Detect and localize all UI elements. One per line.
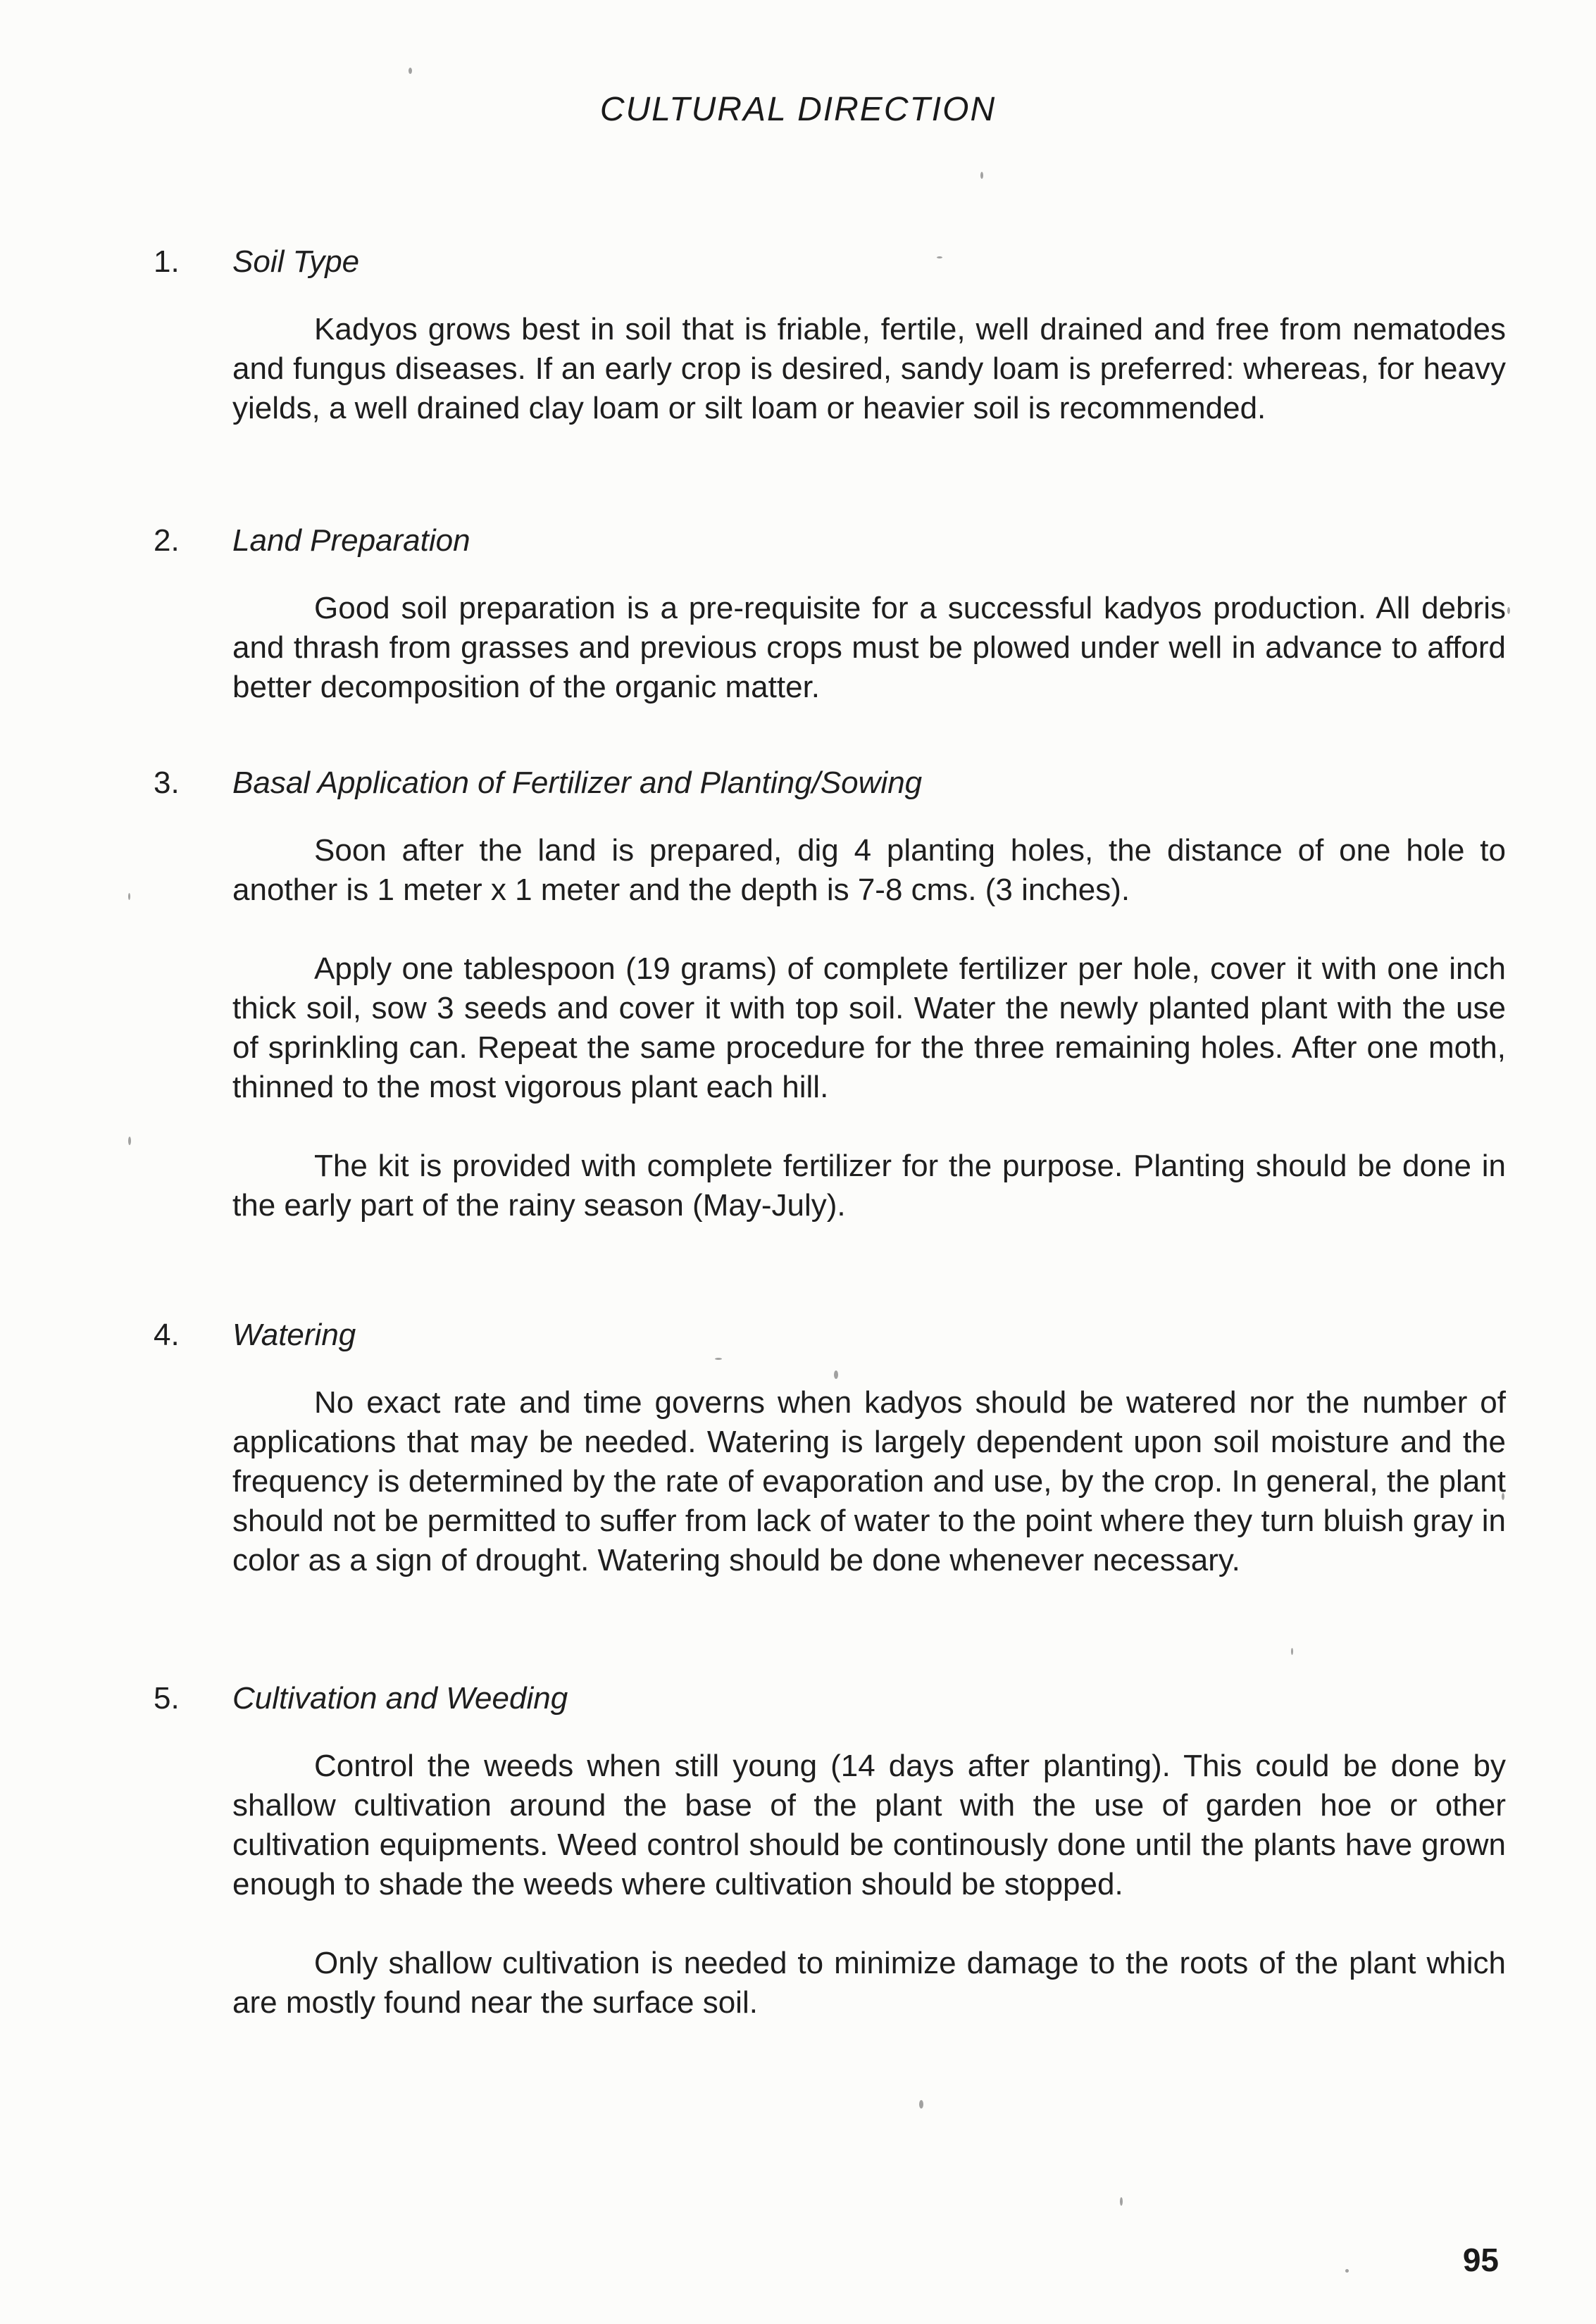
section-basal-application: [154, 761, 1506, 1225]
scan-speck: [980, 172, 983, 179]
page-number: 95: [1462, 2242, 1499, 2278]
paragraph: The kit is provided with complete fertilizer for the purpose. Planting should be done in the early part of the rainy season (May-July).: [232, 1149, 1506, 1223]
paragraph: Soon after the land is prepared, dig 4 planting holes, the distance of one hole to another is 1 meter x 1 meter and the depth is 7-8 cms. (3 inches).: [232, 833, 1506, 907]
scan-speck: [1120, 2197, 1123, 2206]
section-heading: [154, 761, 1506, 806]
section-number: 5.: [154, 1681, 180, 1716]
paragraph: Good soil preparation is a pre-requisite for a successful kadyos production. All debris and thrash from grasses and previous crops must be plowed under well in advance to afford better decomposition of the organic matter.: [232, 591, 1506, 704]
scan-speck: [1345, 2269, 1349, 2273]
section-title: Soil Type: [232, 244, 360, 279]
paragraph: Only shallow cultivation is needed to minimize damage to the roots of the plant which are mostly found near the surface soil.: [232, 1946, 1506, 2020]
section-heading: [154, 1313, 1506, 1358]
section-title: Basal Application of Fertilizer and Planting/Sowing: [232, 766, 923, 800]
section-number: 4.: [154, 1318, 180, 1352]
scan-speck: [128, 1137, 131, 1145]
scan-speck: [409, 68, 412, 74]
section-land-preparation: [154, 518, 1506, 707]
section-heading: [154, 518, 1506, 563]
scan-speck: [919, 2100, 923, 2109]
paragraph: Control the weeds when still young (14 days after planting). This could be done by shallow cultivation around the base of the plant with the use of garden hoe or other cultivation equipments. Weed control should be continously done until the plants have grown enough to shade the weeds where cultivation should be stopped.: [232, 1749, 1506, 1901]
paragraph: Apply one tablespoon (19 grams) of complete fertilizer per hole, cover it with one inch thick soil, sow 3 seeds and cover it with top soil. Water the newly planted plant with the use of sprinkling can. Repeat the same procedure for the three remaining holes. After one moth, thinned to the most vigorous plant each hill.: [232, 951, 1506, 1104]
page-title: CULTURAL DIRECTION: [599, 91, 997, 128]
scan-speck: [1507, 607, 1510, 614]
paragraph: No exact rate and time governs when kadyos should be watered nor the number of applications that may be needed. Watering is largely dependent upon soil moisture and the frequency is determined by the rate of evaporation and use, by the crop. In general, the plant should not be permitted to suffer from lack of water to the point where they turn bluish gray in color as a sign of drought. Watering should be done whenever necessary.: [232, 1385, 1506, 1578]
section-number: 1.: [154, 244, 180, 279]
section-title: Watering: [232, 1318, 356, 1352]
section-heading: [154, 239, 1506, 285]
scan-speck: [1291, 1648, 1293, 1655]
section-title: Land Preparation: [232, 523, 470, 558]
section-number: 2.: [154, 523, 180, 558]
section-number: 3.: [154, 766, 180, 800]
section-soil-type: [154, 239, 1506, 428]
scan-speck: [128, 893, 130, 900]
paragraph: Kadyos grows best in soil that is friable, fertile, well drained and free from nematodes and fungus diseases. If an early crop is desired, sandy loam is preferred: whereas, for heavy yields, a well drained clay loam or silt loam or heavier soil is recommended.: [232, 312, 1506, 425]
section-watering: [154, 1313, 1506, 1580]
section-cultivation-weeding: [154, 1676, 1506, 2023]
section-heading: [154, 1676, 1506, 1721]
section-title: Cultivation and Weeding: [232, 1681, 568, 1716]
